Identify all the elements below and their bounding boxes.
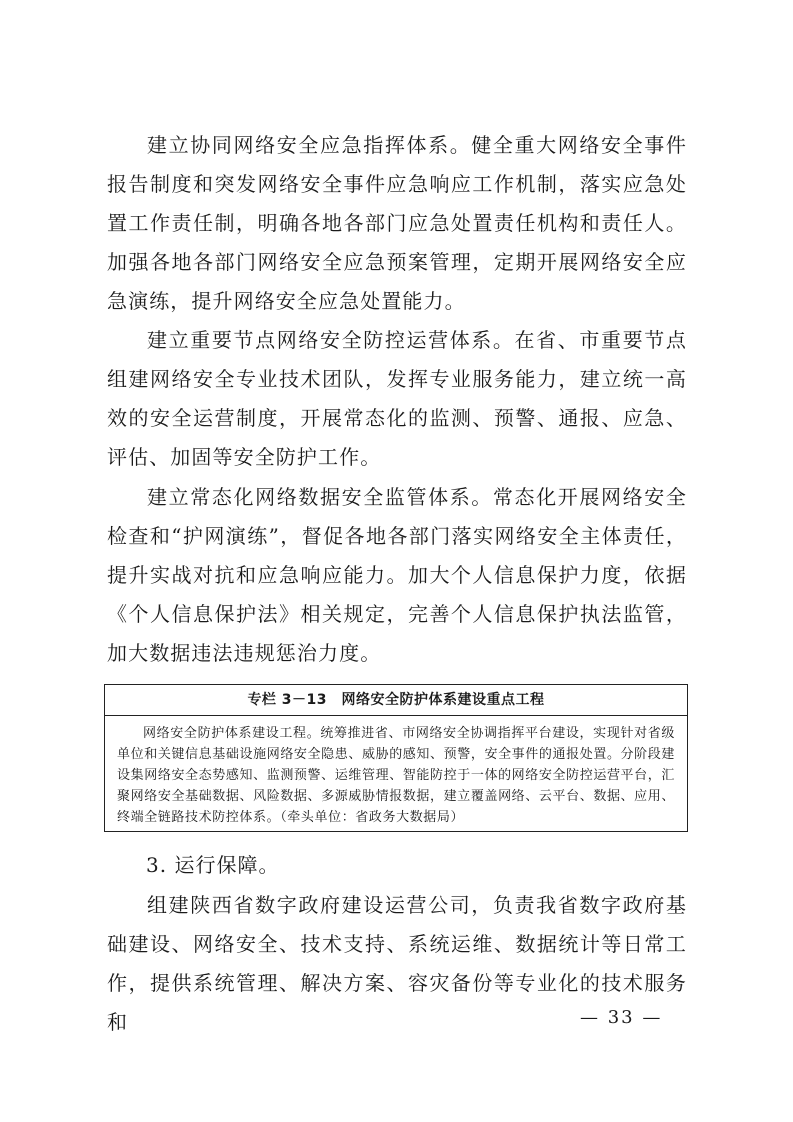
- paragraph-operations-company: 组建陕西省数字政府建设运营公司，负责我省数字政府基础建设、网络安全、技术支持、系统运维、数据统计等日常工作，提供系统管理、解决方案、容灾备份等专业化的技术服务和: [107, 893, 687, 1034]
- paragraph-emergency-command: 建立协同网络安全应急指挥体系。健全重大网络安全事件报告制度和突发网络安全事件应急响应工作机制，落实应急处置工作责任制，明确各地各部门应急处置责任机构和责任人。加强各地各部门网络安全应急预案管理，定期开展网络安全应急演练，提升网络安全应急处置能力。: [107, 133, 687, 313]
- section-heading: 3. 运行保障。: [146, 853, 280, 877]
- page-number: — 33 —: [580, 1007, 663, 1028]
- feature-box-body: 网络安全防护体系建设工程。统筹推进省、市网络安全协调指挥平台建设，实现针对省级单位和关键信息基础设施网络安全隐患、威胁的感知、预警，安全事件的通报处置。分阶段建设集网络安全态势感知、监测预警、运维管理、智能防控于一体的网络安全防控运营平台，汇聚网络安全基础数据、风险数据、多源威胁情报数据，建立覆盖网络、云平台、数据、应用、终端全链路技术防控体系。（牵头单位：省政务大数据局）: [117, 726, 675, 825]
- paragraph-data-supervision: 建立常态化网络数据安全监管体系。常态化开展网络安全检查和“护网演练”，督促各地各部门落实网络安全主体责任，提升实战对抗和应急响应能力。加大个人信息保护力度，依据《个人信息保护法》相关规定，完善个人信息保护执法监管，加大数据违法违规惩治力度。: [107, 485, 687, 665]
- paragraph-node-operations: 建立重要节点网络安全防控运营体系。在省、市重要节点组建网络安全专业技术团队，发挥专业服务能力，建立统一高效的安全运营制度，开展常态化的监测、预警、通报、应急、评估、加固等安全防护工作。: [107, 328, 687, 469]
- feature-box-title: 专栏 3－13 网络安全防护体系建设重点工程: [105, 685, 687, 716]
- feature-box: [104, 684, 688, 832]
